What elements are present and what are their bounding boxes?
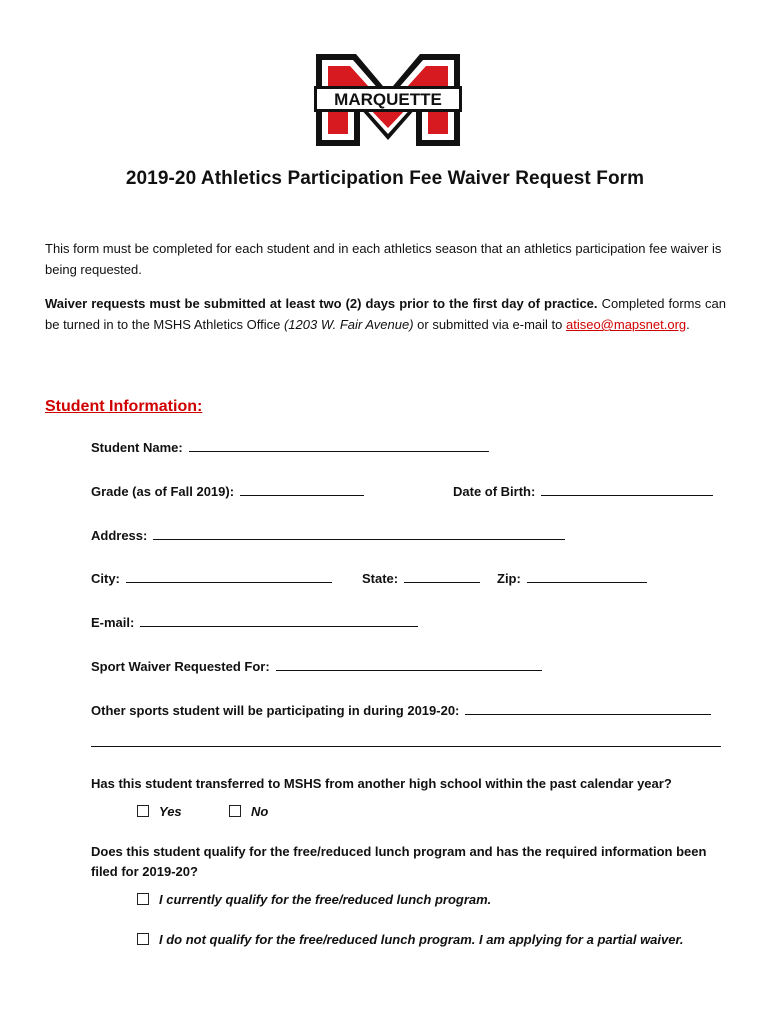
student-name-label: Student Name: [91, 440, 183, 455]
city-label: City: [91, 571, 120, 586]
deadline-end: . [686, 317, 690, 332]
other-sports-label: Other sports student will be participating in during 2019-20: [91, 703, 460, 718]
zip-field [497, 570, 647, 586]
address-line[interactable] [153, 527, 565, 540]
lunch-question: Does this student qualify for the free/reduced lunch program and has the required information been filed for 2019-20? [91, 844, 707, 879]
intro-paragraph: This form must be completed for each student and in each athletics season that an athletics participation fee waiver is being requested. [45, 241, 722, 277]
deadline-paragraph [45, 293, 726, 335]
state-line[interactable] [404, 570, 480, 583]
deadline-text-2: or submitted via e-mail to [413, 317, 566, 332]
address-label: Address: [91, 528, 148, 543]
lunch-qualify-checkbox[interactable] [137, 893, 149, 905]
city-field [91, 570, 332, 586]
section-title: Student Information: [45, 398, 203, 415]
transfer-yes-option[interactable] [137, 804, 182, 819]
lunch-partial-label: I do not qualify for the free/reduced lunch program. I am applying for a partial waiver. [159, 932, 684, 947]
other-sports-field [91, 702, 711, 718]
state-field [362, 570, 480, 586]
zip-line[interactable] [527, 570, 647, 583]
dob-line[interactable] [541, 483, 713, 496]
transfer-yes-label: Yes [159, 804, 182, 819]
lunch-qualify-option[interactable] [137, 892, 491, 907]
deadline-text-1: Completed forms can be turned in to the MSHS Athletics Office [45, 296, 726, 332]
lunch-qualify-label: I currently qualify for the free/reduced lunch program. [159, 892, 492, 907]
grade-line[interactable] [240, 483, 364, 496]
dob-field [453, 483, 713, 499]
student-name-field [91, 439, 489, 455]
marquette-logo [312, 48, 464, 152]
office-address: (1203 W. Fair Avenue) [283, 317, 414, 332]
transfer-yes-checkbox[interactable] [137, 805, 149, 817]
city-line[interactable] [126, 570, 332, 583]
lunch-partial-option[interactable] [137, 932, 683, 947]
email-field [91, 614, 418, 630]
grade-field [91, 483, 364, 499]
transfer-question: Has this student transferred to MSHS from another high school within the past calendar year? [91, 776, 672, 791]
sport-label: Sport Waiver Requested For: [91, 659, 270, 674]
state-label: State: [362, 571, 399, 586]
transfer-no-label: No [251, 804, 269, 819]
logo-text: MARQUETTE [334, 90, 442, 109]
transfer-no-option[interactable] [229, 804, 268, 819]
address-field [91, 527, 565, 543]
email-label: E-mail: [91, 615, 135, 630]
email-line[interactable] [140, 614, 418, 627]
zip-label: Zip: [497, 571, 521, 586]
sport-field [91, 658, 542, 674]
transfer-no-checkbox[interactable] [229, 805, 241, 817]
deadline-bold-text: Waiver requests must be submitted at least two (2) days prior to the first day of practice. [45, 296, 598, 311]
dob-label: Date of Birth: [453, 484, 536, 499]
page-title: 2019-20 Athletics Participation Fee Waiver Request Form [125, 168, 645, 189]
other-sports-line[interactable] [465, 702, 711, 715]
student-name-line[interactable] [189, 439, 489, 452]
email-link[interactable]: atiseo@mapsnet.org [565, 317, 687, 332]
grade-label: Grade (as of Fall 2019): [91, 484, 235, 499]
other-sports-line-2[interactable] [91, 746, 721, 747]
lunch-partial-checkbox[interactable] [137, 933, 149, 945]
sport-line[interactable] [276, 658, 542, 671]
